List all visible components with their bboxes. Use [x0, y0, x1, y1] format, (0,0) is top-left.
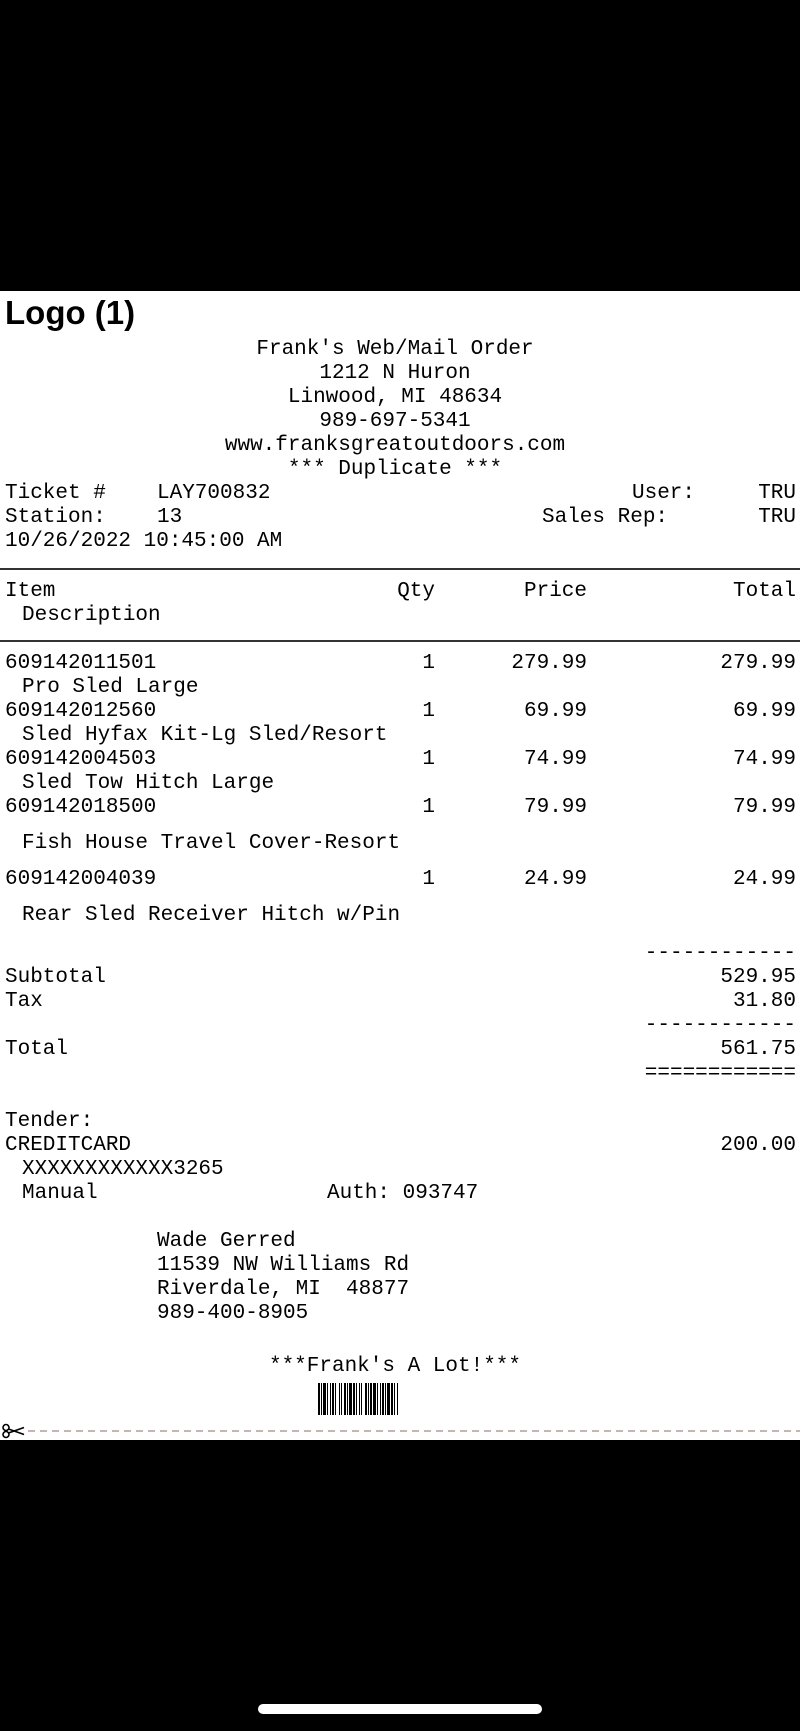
tender-label: Tender:: [5, 1110, 94, 1133]
item-sku: 609142004503: [5, 748, 157, 771]
user-value: TRU: [758, 482, 796, 505]
duplicate-banner: *** Duplicate ***: [287, 458, 503, 481]
item-description: Pro Sled Large: [22, 676, 199, 699]
col-price-header: Price: [523, 580, 587, 603]
customer-city: Riverdale, MI 48877: [157, 1278, 410, 1301]
total-label: Total: [5, 1038, 69, 1061]
scissors-icon: [3, 1425, 24, 1438]
col-item-header: Item: [5, 580, 56, 603]
item-price: 74.99: [523, 748, 587, 771]
subtotal-divider: ------------: [644, 942, 796, 965]
total-divider: ------------: [644, 1014, 796, 1037]
customer-phone: 989-400-8905: [157, 1302, 309, 1325]
footer-slogan: ***Frank's A Lot!***: [268, 1355, 522, 1378]
item-total: 24.99: [732, 868, 796, 891]
item-sku: 609142018500: [5, 796, 157, 819]
subtotal-label: Subtotal: [5, 966, 106, 989]
item-total: 279.99: [720, 652, 796, 675]
item-total: 69.99: [732, 700, 796, 723]
station-value: 13: [157, 506, 183, 529]
item-description: Fish House Travel Cover-Resort: [22, 832, 401, 855]
store-city: Linwood, MI 48634: [287, 386, 503, 409]
item-total: 74.99: [732, 748, 796, 771]
tax-value: 31.80: [732, 990, 796, 1013]
header-rule-bottom: [0, 640, 800, 642]
item-qty: 1: [422, 868, 435, 891]
ticket-label: Ticket #: [5, 482, 106, 505]
item-price: 79.99: [523, 796, 587, 819]
auth-code: Auth: 093747: [327, 1182, 479, 1205]
item-sku: 609142004039: [5, 868, 157, 891]
home-indicator[interactable]: [258, 1704, 542, 1714]
store-name: Frank's Web/Mail Order: [256, 338, 534, 361]
cut-line: [0, 1423, 800, 1439]
customer-name: Wade Gerred: [157, 1230, 296, 1253]
card-number: XXXXXXXXXXXX3265: [22, 1158, 224, 1181]
item-description: Sled Tow Hitch Large: [22, 772, 275, 795]
station-label: Station:: [5, 506, 106, 529]
store-phone: 989-697-5341: [319, 410, 471, 433]
barcode: [318, 1383, 484, 1415]
item-description: Rear Sled Receiver Hitch w/Pin: [22, 904, 401, 927]
item-total: 79.99: [732, 796, 796, 819]
subtotal-value: 529.95: [720, 966, 796, 989]
ticket-number: LAY700832: [157, 482, 271, 505]
sales-rep-label: Sales Rep:: [542, 506, 669, 529]
tender-method: CREDITCARD: [5, 1134, 132, 1157]
item-qty: 1: [422, 796, 435, 819]
customer-street: 11539 NW Williams Rd: [157, 1254, 410, 1277]
user-label: User:: [632, 482, 696, 505]
tax-label: Tax: [5, 990, 43, 1013]
item-qty: 1: [422, 748, 435, 771]
item-qty: 1: [422, 700, 435, 723]
total-value: 561.75: [720, 1038, 796, 1061]
item-sku: 609142011501: [5, 652, 157, 675]
receipt-paper: [0, 291, 800, 1440]
item-price: 279.99: [511, 652, 587, 675]
item-sku: 609142012560: [5, 700, 157, 723]
item-description: Sled Hyfax Kit-Lg Sled/Resort: [22, 724, 388, 747]
total-double-divider: ============: [644, 1062, 796, 1085]
sales-rep-value: TRU: [758, 506, 796, 529]
col-total-header: Total: [732, 580, 796, 603]
col-qty-header: Qty: [397, 580, 435, 603]
item-price: 69.99: [523, 700, 587, 723]
col-description-header: Description: [22, 604, 161, 627]
store-website: www.franksgreatoutdoors.com: [224, 434, 566, 457]
logo-placeholder: Logo (1): [5, 294, 136, 331]
item-price: 24.99: [523, 868, 587, 891]
item-qty: 1: [422, 652, 435, 675]
header-rule-top: [0, 568, 800, 570]
card-entry-mode: Manual: [22, 1182, 98, 1205]
store-street: 1212 N Huron: [319, 362, 471, 385]
ticket-datetime: 10/26/2022 10:45:00 AM: [5, 530, 283, 553]
tender-amount: 200.00: [720, 1134, 796, 1157]
